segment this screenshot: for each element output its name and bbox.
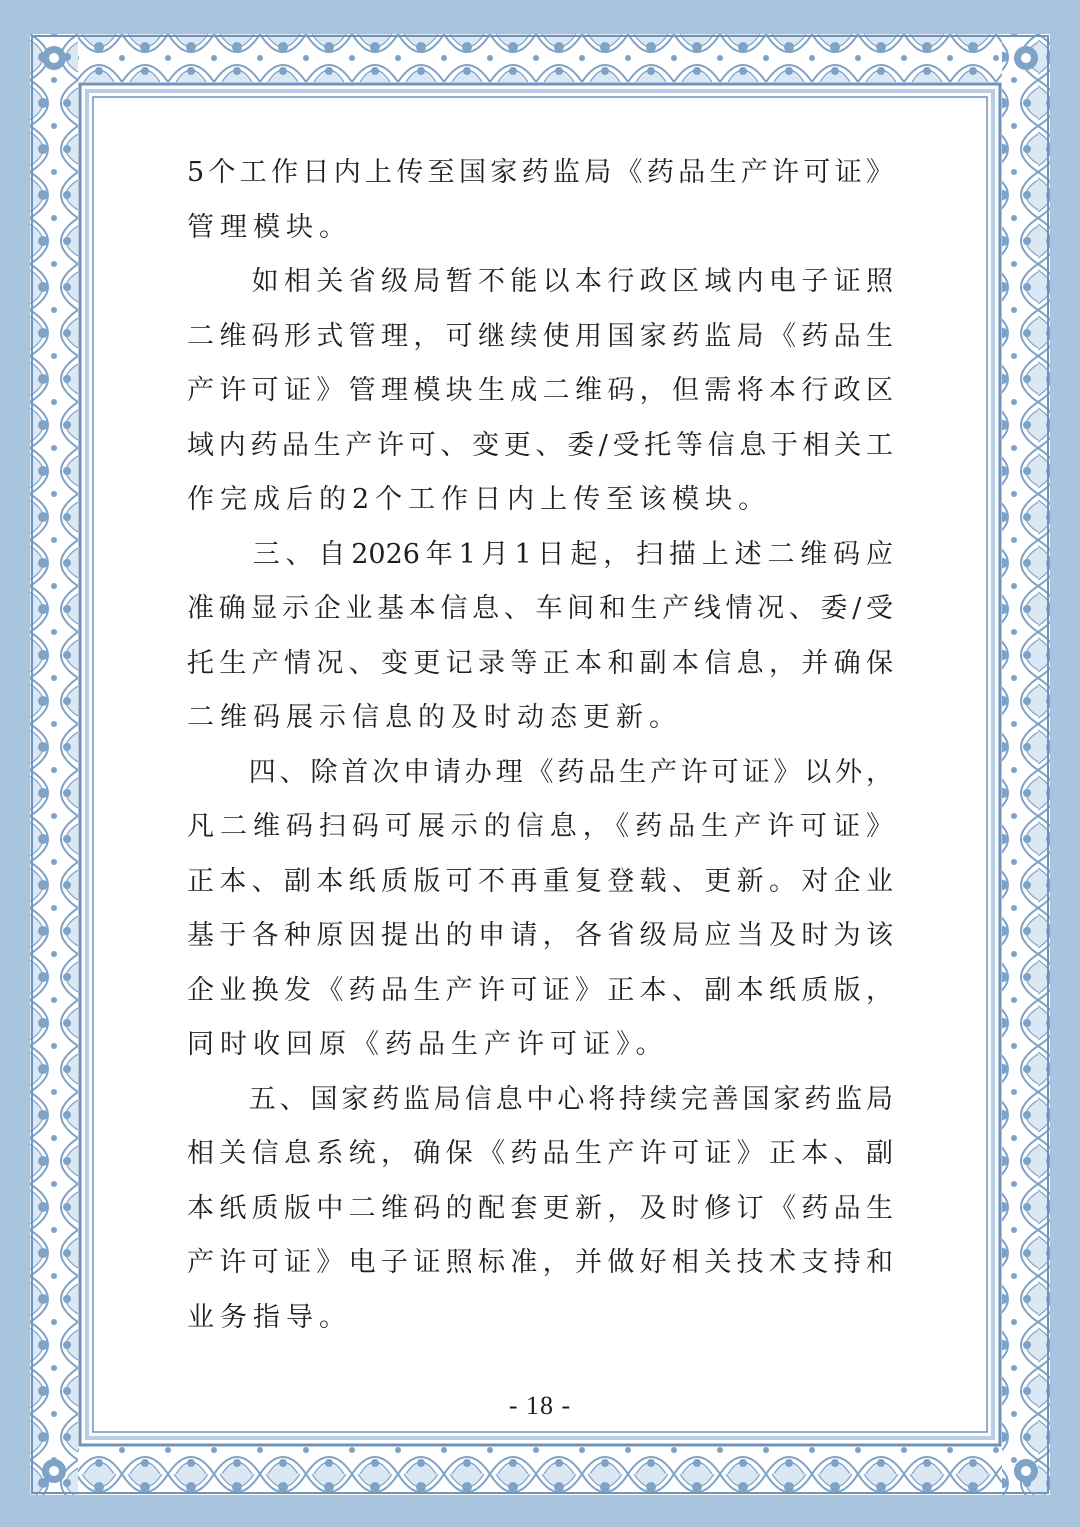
text-line: 二维码形式管理，可继续使用国家药监局《药品生: [187, 320, 893, 352]
text-line: 产许可证》管理模块生成二维码，但需将本行政区: [187, 375, 893, 406]
text-line: 业务指导。: [187, 1301, 352, 1333]
text-line: 正本、副本纸质版可不再重复登载、更新。对企业: [187, 865, 893, 897]
text-line: 同时收回原《药品生产许可证》。: [187, 1029, 669, 1060]
document-body: [187, 146, 893, 1345]
text-line: 作完成后的2个工作日内上传至该模块。: [187, 484, 772, 515]
text-line: 四、除首次申请办理《药品生产许可证》以外，: [187, 756, 893, 788]
document-page: [30, 34, 1050, 1495]
text-line: 如相关省级局暂不能以本行政区域内电子证照: [187, 266, 893, 297]
text-line: 相关信息系统，确保《药品生产许可证》正本、副: [187, 1138, 893, 1169]
text-line: 托生产情况、变更记录等正本和副本信息，并确保: [187, 647, 893, 679]
text-line: 5个工作日内上传至国家药监局《药品生产许可证》: [187, 157, 893, 188]
text-line: 企业换发《药品生产许可证》正本、副本纸质版，: [187, 974, 893, 1006]
text-line: 三、自2026年1月1日起，扫描上述二维码应: [187, 538, 893, 570]
text-line: 基于各种原因提出的申请，各省级局应当及时为该: [187, 920, 893, 951]
text-line: 域内药品生产许可、变更、委/受托等信息于相关工: [187, 429, 893, 461]
text-line: 产许可证》电子证照标准，并做好相关技术支持和: [187, 1247, 893, 1278]
text-line: 凡二维码扫码可展示的信息，《药品生产许可证》: [187, 811, 893, 842]
text-line: 五、国家药监局信息中心将持续完善国家药监局: [187, 1083, 893, 1115]
page-number: - 18 -: [508, 1391, 572, 1420]
text-line: 本纸质版中二维码的配套更新，及时修订《药品生: [187, 1192, 893, 1224]
text-line: 准确显示企业基本信息、车间和生产线情况、委/受: [187, 593, 893, 624]
text-line: 二维码展示信息的及时动态更新。: [187, 702, 682, 733]
text-line: 管理模块。: [187, 211, 352, 243]
